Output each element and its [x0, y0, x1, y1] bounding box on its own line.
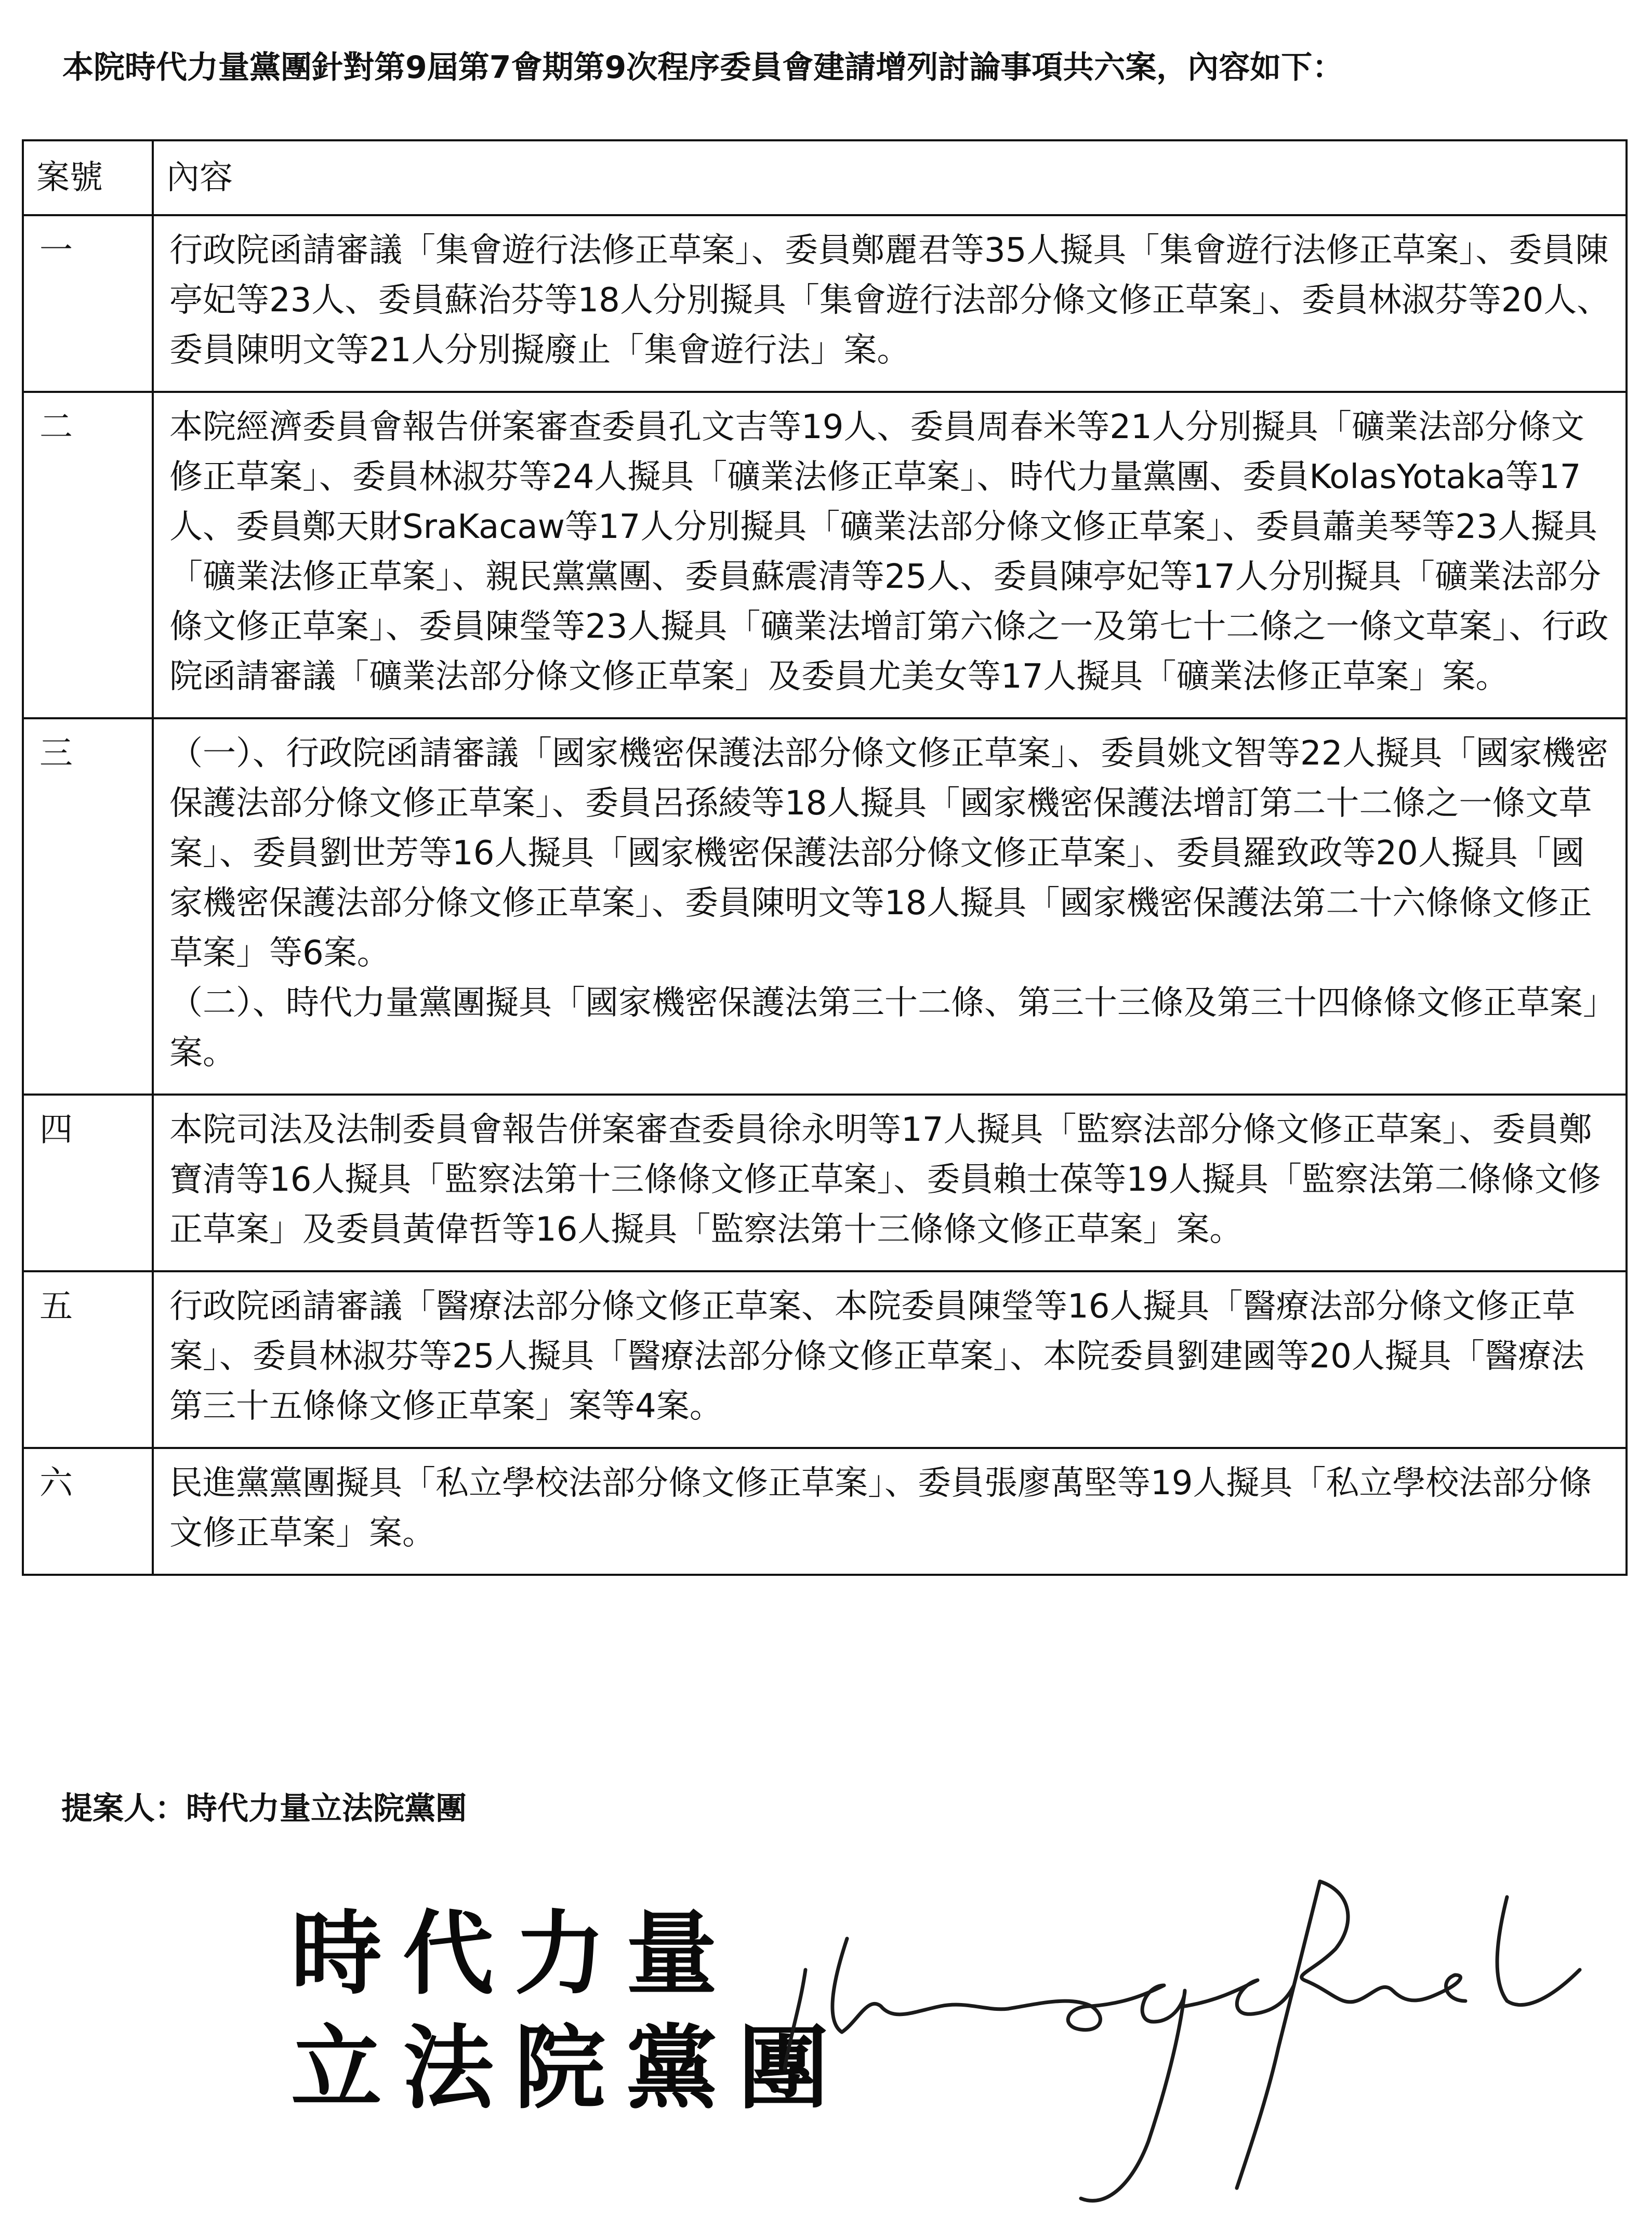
case-content [153, 1448, 1627, 1575]
case-number: 四 [23, 1095, 153, 1271]
table-row [23, 1095, 1627, 1271]
seal-line-2: 立法院黨團 [291, 2015, 850, 2122]
case-number: 六 [23, 1448, 153, 1575]
case-paragraph: 本院經濟委員會報告併案審查委員孔文吉等19人、委員周春米等21人分別擬具「礦業法部分條文修正草案」、委員林淑芬等24人擬具「礦業法修正草案」、時代力量黨團、委員KolasYotaka等17人、委員鄭天財SraKacaw等17人分別擬具「礦業法部分條文修正草案」、委員蕭美琴等23人擬具「礦業法修正草案」、親民黨黨團、委員蘇震清等25人、委員陳亭妃等17人分別擬具「礦業法部分條文修正草案」、委員陳瑩等23人擬具「礦業法增訂第六條之一及第七十二條之一條文草案」、行政院函請審議「礦業法部分條文修正草案」及委員尤美女等17人擬具「礦業法修正草案」案。 [169, 408, 1609, 696]
seal-line-1: 時代力量 [291, 1901, 738, 2007]
case-paragraph: 行政院函請審議「醫療法部分條文修正草案、本院委員陳瑩等16人擬具「醫療法部分條文修正草案」、委員林淑芬等25人擬具「醫療法部分條文修正草案」、本院委員劉建國等20人擬具「醫療法第三十五條條文修正草案」案等4案。 [169, 1287, 1584, 1426]
table-row [23, 1271, 1627, 1448]
table-header-row [23, 140, 1627, 215]
proposer-line: 提案人：時代力量立法院黨團 [61, 1790, 467, 1827]
table-row [23, 392, 1627, 718]
case-content [153, 215, 1627, 392]
case-number: 五 [23, 1271, 153, 1448]
column-header-case-number: 案號 [23, 140, 153, 215]
case-number: 三 [23, 718, 153, 1095]
case-paragraph: 本院司法及法制委員會報告併案審查委員徐永明等17人擬具「監察法部分條文修正草案」、委員鄭寶清等16人擬具「監察法第十三條條文修正草案」、委員賴士葆等19人擬具「監察法第二條條文修正草案」及委員黃偉哲等16人擬具「監察法第十三條條文修正草案」案。 [169, 1111, 1601, 1249]
case-paragraph: （二）、時代力量黨團擬具「國家機密保護法第三十二條、第三十三條及第三十四條條文修正草案」案。 [169, 984, 1600, 1072]
case-content [153, 1095, 1627, 1271]
document-heading: 本院時代力量黨團針對第9屆第7會期第9次程序委員會建請增列討論事項共六案，內容如下： [62, 49, 1344, 86]
handwritten-signature [769, 1850, 1611, 2224]
party-caucus-seal [291, 1897, 850, 2126]
case-number: 二 [23, 392, 153, 718]
case-number: 一 [23, 215, 153, 392]
case-content [153, 718, 1627, 1095]
case-content [153, 392, 1627, 718]
column-header-content: 內容 [153, 140, 1627, 215]
case-content [153, 1271, 1627, 1448]
case-paragraph: 民進黨黨團擬具「私立學校法部分條文修正草案」、委員張廖萬堅等19人擬具「私立學校法部分條文修正草案」案。 [169, 1464, 1592, 1552]
case-paragraph: （一）、行政院函請審議「國家機密保護法部分條文修正草案」、委員姚文智等22人擬具「國家機密保護法部分條文修正草案」、委員呂孫綾等18人擬具「國家機密保護法增訂第二十二條之一條文草案」、委員劉世芳等16人擬具「國家機密保護法部分條文修正草案」、委員羅致政等20人擬具「國家機密保護法部分條文修正草案」、委員陳明文等18人擬具「國家機密保護法第二十六條條文修正草案」等6案。 [169, 734, 1609, 972]
table-row [23, 718, 1627, 1095]
case-paragraph: 行政院函請審議「集會遊行法修正草案」、委員鄭麗君等35人擬具「集會遊行法修正草案」、委員陳亭妃等23人、委員蘇治芬等18人分別擬具「集會遊行法部分條文修正草案」、委員林淑芬等20人、委員陳明文等21人分別擬廢止「集會遊行法」案。 [169, 231, 1610, 370]
table-row [23, 1448, 1627, 1575]
table-row [23, 215, 1627, 392]
cases-table [22, 139, 1628, 1576]
